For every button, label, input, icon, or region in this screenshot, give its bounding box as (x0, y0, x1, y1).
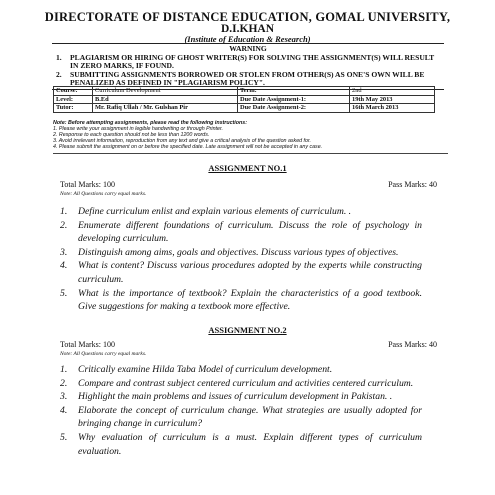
due1-label: Due Date Assignment-1: (238, 95, 350, 104)
question-item (60, 246, 422, 260)
course-value: Curriculum Development (93, 87, 238, 96)
warning-item-number: 1. (56, 52, 62, 62)
assignment1-heading: ASSIGNMENT NO.1 (208, 163, 287, 173)
total-marks: Total Marks: 100 (60, 340, 115, 349)
pass-marks: Pass Marks: 40 (388, 180, 437, 189)
course-info-table (53, 86, 435, 113)
warning-item-text: PLAGIARISM OR HIRING OF GHOST WRITER(S) FOR SOLVING THE ASSIGNMENT(S) WILL RESULT IN ZERO MARKS, IF FOUND. (70, 52, 435, 71)
question-text: Enumerate different foundations of curriculum. Discuss the role of psychology in developing curriculum. (78, 219, 422, 245)
question-item (60, 404, 422, 431)
assignment1-marks (60, 181, 437, 198)
question-number: 3. (60, 391, 68, 403)
question-text: What is content? Discuss various procedures adopted by the experts while constructing curriculum. (78, 260, 422, 285)
total-marks: Total Marks: 100 (60, 180, 115, 189)
term-value: 2nd (350, 87, 435, 96)
assignment2-heading: ASSIGNMENT NO.2 (208, 325, 287, 335)
question-text: Define curriculum enlist and explain various elements of curriculum. . (78, 206, 352, 217)
question-text: Why evaluation of curriculum is a must. Explain different types of curriculum evaluation. (78, 431, 422, 457)
directorate-title: DIRECTORATE OF DISTANCE EDUCATION, GOMAL UNIVERSITY, (44, 10, 451, 24)
question-number: 5. (60, 287, 68, 299)
tutor-label: Tutor: (54, 104, 93, 113)
term-label: Term: (238, 87, 350, 96)
question-item (60, 259, 422, 286)
marks-note: Note: All Questions carry equal marks. (60, 350, 147, 357)
warning-item-number: 2. (56, 69, 62, 79)
warning-item (52, 54, 444, 71)
question-number: 1. (60, 364, 68, 375)
assignment2-questions (60, 363, 422, 458)
due2-value: 16th March 2013 (350, 104, 435, 113)
question-text: Distinguish among aims, goals and objectives. Discuss various types of objectives. (78, 246, 399, 258)
level-value: B.Ed (93, 95, 238, 104)
notes-title: Note: Before attempting assignments, please read the following instructions: (53, 120, 247, 126)
warning-title: WARNING (229, 44, 267, 53)
due1-value: 19th May 2013 (350, 95, 435, 104)
pass-marks: Pass Marks: 40 (388, 340, 437, 349)
warning-item-text: SUBMITTING ASSIGNMENTS BORROWED OR STOLEN FROM OTHER(S) AS ONE'S OWN WILL BE PENALIZED AS DEFINED IN "PLAGIARISM POLICY". (70, 69, 425, 88)
question-item (60, 377, 422, 391)
note-item: 1. Please write your assignment in legible handwriting or through Printer. (53, 125, 223, 132)
tutor-value: Mr. Rafiq Ullah / Mr. Gulshan Pir (93, 104, 238, 113)
table-row (54, 95, 435, 104)
question-number: 4. (60, 260, 68, 272)
level-label: Level: (54, 95, 93, 104)
question-number: 4. (60, 404, 68, 416)
question-item (60, 431, 422, 458)
question-item (60, 363, 422, 377)
course-label: Course: (54, 87, 93, 96)
question-text: Elaborate the concept of curriculum change. What strategies are usually adopted for bringing change in curriculum? (78, 404, 422, 430)
institute-subtitle: (Institute of Education & Research) (184, 34, 311, 44)
question-number: 1. (60, 206, 68, 217)
question-item (60, 390, 422, 404)
instructions-notes (53, 121, 448, 154)
question-number: 2. (60, 377, 68, 389)
question-text: What is the importance of textbook? Explain the characteristics of a good textbook. Give suggestions for making a textbook more effective. (78, 287, 422, 313)
question-number: 2. (60, 219, 68, 231)
question-number: 3. (60, 246, 68, 258)
question-item (60, 205, 422, 219)
question-item (60, 219, 422, 246)
table-row (54, 104, 435, 113)
assignment2-marks (60, 341, 437, 358)
question-text: Compare and contrast subject centered curriculum and activities centered curriculum. (78, 377, 414, 389)
location-title: D.I.KHAN (220, 23, 275, 35)
note-item: 2. Response to each question should not be less than 1200 words. (53, 131, 210, 138)
question-text: Highlight the main problems and issues of curriculum development in Pakistan. . (78, 391, 393, 403)
question-number: 5. (60, 431, 68, 443)
question-text: Critically examine Hilda Taba Model of curriculum development. (78, 364, 333, 375)
assignment1-questions (60, 205, 422, 314)
marks-note: Note: All Questions carry equal marks. (60, 190, 147, 197)
note-item: 4. Please submit the assignment on or before the specified date. Late assignment will not be accepted in any case. (53, 143, 323, 150)
due2-label: Due Date Assignment-2: (238, 104, 350, 113)
table-row (54, 87, 435, 96)
question-item (60, 287, 422, 314)
note-item: 3. Avoid irrelevant information, reproduction from any text and give a critical analysis of the question asked for. (53, 137, 312, 144)
warning-box (52, 43, 444, 90)
